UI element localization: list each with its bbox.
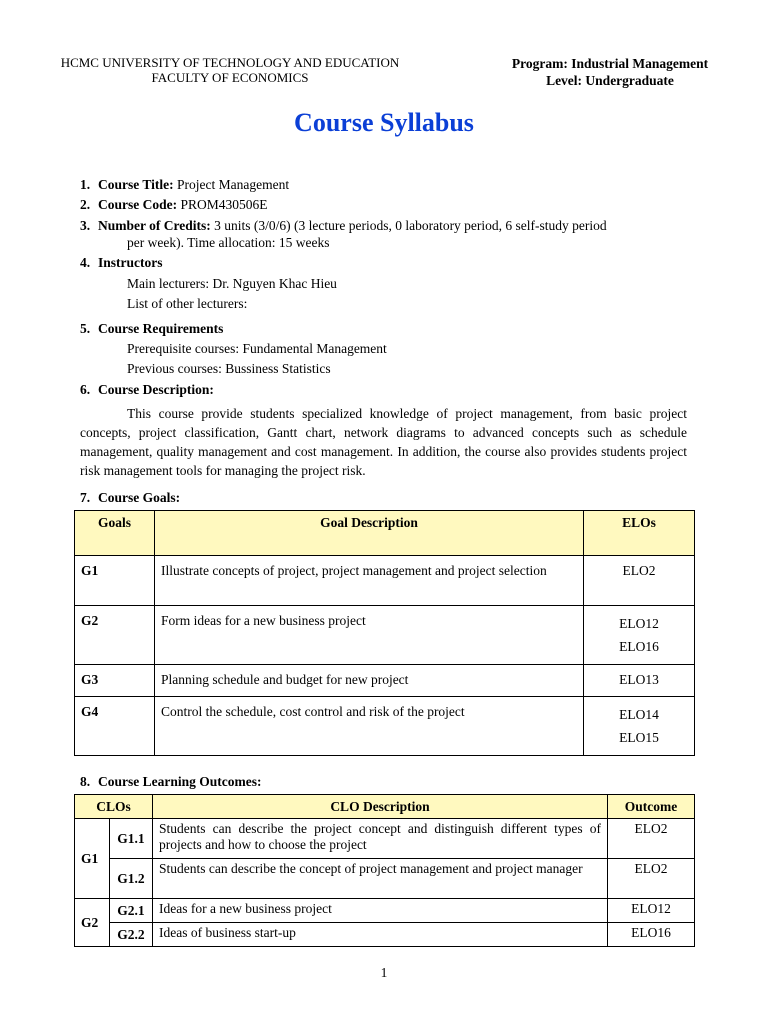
goal-elos: [584, 665, 695, 697]
clo-group: G2: [75, 899, 110, 947]
goal-elos: [584, 556, 695, 606]
clo-code: G2.1: [110, 899, 153, 923]
page-title: Course Syllabus: [294, 108, 474, 137]
section-goals: 7. Course Goals:: [80, 490, 181, 505]
section-course-title: 1. Course Title: Project Management: [80, 177, 290, 192]
goals-table: [74, 510, 695, 756]
goal-code: G2: [75, 606, 155, 665]
clo-code: G1.1: [110, 819, 153, 859]
goal-code: G1: [75, 556, 155, 606]
clo-table: [74, 794, 695, 947]
course-title-value: Project Management: [173, 177, 290, 192]
clos-col-header: CLOs: [75, 795, 153, 819]
clo-description-col-header: CLO Description: [153, 795, 608, 819]
clo-outcome: ELO2: [608, 819, 695, 859]
faculty-name: FACULTY OF ECONOMICS: [151, 70, 309, 85]
section-learning-outcomes: 8. Course Learning Outcomes:: [80, 774, 262, 789]
table-row: [75, 859, 695, 899]
clo-description: Ideas for a new business project: [153, 899, 608, 923]
other-lecturers: List of other lecturers:: [127, 296, 248, 311]
instructors-label: Instructors: [98, 255, 163, 270]
clo-description: Ideas of business start-up: [153, 923, 608, 947]
clo-outcome: ELO16: [608, 923, 695, 947]
program-header: [480, 55, 740, 89]
clo-description: Students can describe the project concept and distinguish different types of projects and how to choose the project: [153, 819, 608, 859]
university-name: HCMC UNIVERSITY OF TECHNOLOGY AND EDUCATION: [60, 55, 400, 70]
goal-code: G4: [75, 697, 155, 756]
table-row: [75, 899, 695, 923]
goals-label: Course Goals:: [98, 490, 181, 505]
goal-elo: ELO15: [619, 730, 659, 745]
requirements-label: Course Requirements: [98, 321, 224, 336]
page-number: 1: [380, 965, 388, 980]
credits-label: Number of Credits:: [98, 218, 211, 233]
course-description-text: This course provide students specialized knowledge of project management, from basic project concepts, project classification, Gantt chart, network diagrams to advanced concepts such as schedule management, quality management and cost management. In addition, the course also provides students project risk management tools for managing the project risk.: [80, 406, 687, 478]
goal-description: Planning schedule and budget for new project: [155, 665, 584, 697]
table-row: [75, 819, 695, 859]
goal-description: Control the schedule, cost control and risk of the project: [155, 697, 584, 756]
goal-elos: [584, 697, 695, 756]
goal-elo: ELO16: [619, 639, 659, 654]
program-level: Level: Undergraduate: [546, 73, 674, 88]
clo-header-row: [75, 795, 695, 819]
prerequisite-courses: Prerequisite courses: Fundamental Management: [127, 341, 387, 356]
goal-elo: ELO14: [619, 707, 659, 722]
goal-description: Form ideas for a new business project: [155, 606, 584, 665]
course-code-value: PROM430506E: [177, 197, 268, 212]
table-row: [75, 697, 695, 756]
goal-description: Illustrate concepts of project, project management and project selection: [155, 556, 584, 606]
main-lecturers: Main lecturers: Dr. Nguyen Khac Hieu: [127, 276, 337, 291]
course-title-label: Course Title:: [98, 177, 174, 192]
table-row: [75, 556, 695, 606]
clo-outcome: ELO2: [608, 859, 695, 899]
goals-col-header: Goals: [75, 511, 155, 556]
section-requirements: 5. Course Requirements: [80, 321, 224, 336]
section-instructors: 4. Instructors: [80, 255, 163, 270]
section-course-code: 2. Course Code: PROM430506E: [80, 197, 268, 212]
university-header: [50, 55, 410, 85]
previous-courses: Previous courses: Bussiness Statistics: [127, 361, 331, 376]
learning-outcomes-label: Course Learning Outcomes:: [98, 774, 262, 789]
description-label: Course Description:: [98, 382, 214, 397]
section-credits: 3. Number of Credits: 3 units (3/0/6) (3 lecture periods, 0 laboratory period, 6 self-study period: [80, 218, 607, 233]
goal-elo: ELO2: [622, 563, 656, 578]
clo-outcome: ELO12: [608, 899, 695, 923]
goal-elos: [584, 606, 695, 665]
section-description: 6. Course Description:: [80, 382, 214, 397]
goal-description-col-header: Goal Description: [155, 511, 584, 556]
goal-elo: ELO13: [619, 672, 659, 687]
clo-code: G1.2: [110, 859, 153, 899]
clo-description: Students can describe the concept of project management and project manager: [153, 859, 608, 899]
course-code-label: Course Code:: [98, 197, 178, 212]
goals-header-row: [75, 511, 695, 556]
goal-elo: ELO12: [619, 616, 659, 631]
elos-col-header: ELOs: [584, 511, 695, 556]
clo-code: G2.2: [110, 923, 153, 947]
credits-value: 3 units (3/0/6) (3 lecture periods, 0 laboratory period, 6 self-study period: [210, 218, 607, 233]
credits-value-cont: per week). Time allocation: 15 weeks: [127, 235, 330, 250]
clo-group: G1: [75, 819, 110, 899]
table-row: [75, 606, 695, 665]
goal-code: G3: [75, 665, 155, 697]
table-row: [75, 923, 695, 947]
outcome-col-header: Outcome: [608, 795, 695, 819]
program-name: Program: Industrial Management: [511, 56, 709, 71]
table-row: [75, 665, 695, 697]
